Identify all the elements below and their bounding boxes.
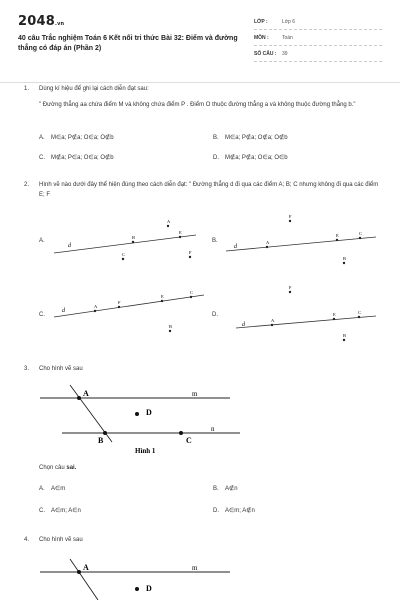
label-f: F [189, 250, 192, 255]
point-c [122, 258, 124, 260]
figure-q4 [40, 556, 240, 600]
point-a [271, 324, 273, 326]
point-c [358, 316, 360, 318]
point-d [135, 587, 139, 591]
meta-row-subject [254, 30, 382, 46]
meta-key: SỐ CÂU : [254, 50, 277, 57]
figure-option-c-label[interactable]: C. [39, 312, 45, 318]
label-e: E [336, 233, 339, 238]
meta-key: LỚP : [254, 18, 268, 25]
option-text: M∈a; P∉a; O∈a; O∉b [51, 135, 114, 141]
option-text: A∈m; A∈n [51, 508, 81, 514]
option-label: A. [39, 486, 45, 492]
label-d: d [234, 244, 237, 250]
question-quote: " Đường thẳng aa chứa điểm M và không chứa điểm P . Điểm O thuộc đường thẳng a và không thuộc đường thẳng b." [39, 102, 356, 108]
label-a: A [83, 563, 89, 572]
label-c: C [186, 436, 192, 445]
label-c: C [122, 252, 126, 257]
point-c [190, 296, 192, 298]
point-b [343, 262, 345, 264]
question-text: Hình vẽ nào dưới đây thể hiện đúng theo cách diễn đạt: " Đường thẳng d đi qua các điểm A; B; C nhưng không đi qua các điểm E; F [39, 182, 379, 198]
figure-c [50, 287, 210, 337]
label-f: F [289, 215, 292, 219]
point-b [169, 330, 171, 332]
label-f: F [289, 285, 292, 290]
question-number: 4. [24, 537, 30, 543]
point-a [94, 310, 96, 312]
option-text: A∈m; A∉n [225, 508, 255, 514]
option-label: D. [213, 508, 219, 514]
option-c[interactable] [39, 153, 114, 163]
line-d [226, 237, 376, 251]
line-d [236, 316, 376, 328]
question-number: 3. [24, 366, 30, 372]
figure-option-d-label[interactable]: D. [212, 312, 218, 318]
label-a: A [167, 219, 171, 224]
meta-info [254, 14, 382, 62]
label-d: d [242, 322, 245, 328]
point-c [359, 237, 361, 239]
point-f [289, 291, 291, 293]
question-1 [24, 84, 376, 174]
option-label: A. [39, 135, 45, 141]
line-d [54, 295, 204, 317]
label-m: m [192, 390, 198, 398]
point-a [167, 225, 169, 227]
option-text: M∈a; P∉a; O∉a; O∉b [225, 135, 288, 141]
label-a: A [83, 389, 89, 398]
point-f [118, 306, 120, 308]
site-logo[interactable] [18, 14, 64, 29]
option-label: C. [39, 508, 45, 514]
label-c: C [358, 310, 362, 315]
figure-d [222, 282, 382, 344]
label-e: E [179, 230, 182, 235]
label-b: B [343, 333, 347, 338]
point-f [189, 256, 191, 258]
page-title: 40 câu Trắc nghiệm Toán 6 Kết nối tri thức Bài 32: Điểm và đường thẳng có đáp án (Phần 2) [18, 35, 238, 52]
option-c[interactable] [39, 506, 81, 516]
option-label: C. [39, 155, 45, 161]
point-e [161, 300, 163, 302]
option-label: B. [213, 486, 219, 492]
option-text: A∉n [225, 486, 238, 492]
figure-a [50, 215, 200, 265]
option-b[interactable] [213, 133, 288, 143]
label-b: B [343, 256, 347, 261]
question-3-options [24, 463, 376, 523]
figure-option-a-label[interactable]: A. [39, 238, 45, 244]
label-a: A [94, 304, 98, 309]
option-label: D. [213, 155, 219, 161]
figure-caption: Hình 1 [135, 447, 156, 455]
option-d[interactable] [213, 153, 288, 163]
page-header [18, 12, 382, 62]
point-d [135, 412, 139, 416]
meta-row-class [254, 14, 382, 30]
meta-value: Lớp 6 [282, 18, 296, 25]
point-a [77, 396, 81, 400]
figure-1 [40, 382, 240, 457]
question-number: 1. [24, 86, 30, 92]
point-b [132, 241, 134, 243]
point-a [266, 246, 268, 248]
point-e [179, 236, 181, 238]
header-divider [0, 82, 400, 83]
label-e: E [333, 312, 336, 317]
point-f [289, 220, 291, 222]
option-text: M∉a; P∈a; O∈a; O∉b [51, 155, 114, 161]
option-b[interactable] [213, 484, 238, 494]
prompt-text: Chọn câu [39, 465, 67, 471]
question-text: Dùng kí hiệu để ghi lại cách diễn đạt sau: [39, 86, 149, 92]
logo-text: 2048 [18, 14, 55, 29]
question-text: Cho hình vẽ sau [39, 366, 83, 372]
label-b: B [132, 235, 136, 240]
label-d: d [68, 243, 71, 249]
option-text: A∈m [51, 486, 66, 492]
point-b [343, 339, 345, 341]
meta-row-count [254, 46, 382, 62]
figure-option-b-label[interactable]: B. [212, 238, 218, 244]
label-b: B [98, 436, 104, 445]
label-n: n [211, 425, 215, 433]
question-prompt [39, 463, 379, 473]
point-e [333, 318, 335, 320]
label-a: A [266, 240, 270, 245]
point-c [179, 431, 183, 435]
label-e: E [161, 294, 164, 299]
meta-value: Toán [282, 34, 293, 41]
option-a[interactable] [39, 484, 65, 494]
prompt-bold: sai. [66, 465, 77, 471]
label-d: d [62, 308, 65, 314]
label-b: B [169, 324, 173, 329]
logo-suffix: .vn [54, 21, 65, 27]
question-4 [24, 535, 376, 555]
meta-key: MÔN : [254, 34, 269, 41]
label-d: D [146, 408, 152, 417]
option-label: B. [213, 135, 219, 141]
point-a [77, 570, 81, 574]
label-d: D [146, 584, 152, 593]
label-c: C [359, 231, 363, 236]
line-d [54, 235, 196, 253]
question-text: Cho hình vẽ sau [39, 537, 83, 543]
label-m: m [192, 564, 198, 572]
option-d[interactable] [213, 506, 255, 516]
figure-b [222, 215, 382, 270]
option-a[interactable] [39, 133, 114, 143]
label-a: A [271, 318, 275, 323]
meta-value: 39 [282, 50, 288, 57]
label-c: C [190, 290, 194, 295]
label-f: F [118, 300, 121, 305]
point-b [103, 431, 107, 435]
option-text: M∉a; P∉a; O∈a; O∈b [225, 155, 288, 161]
point-e [336, 239, 338, 241]
question-number: 2. [24, 182, 30, 188]
